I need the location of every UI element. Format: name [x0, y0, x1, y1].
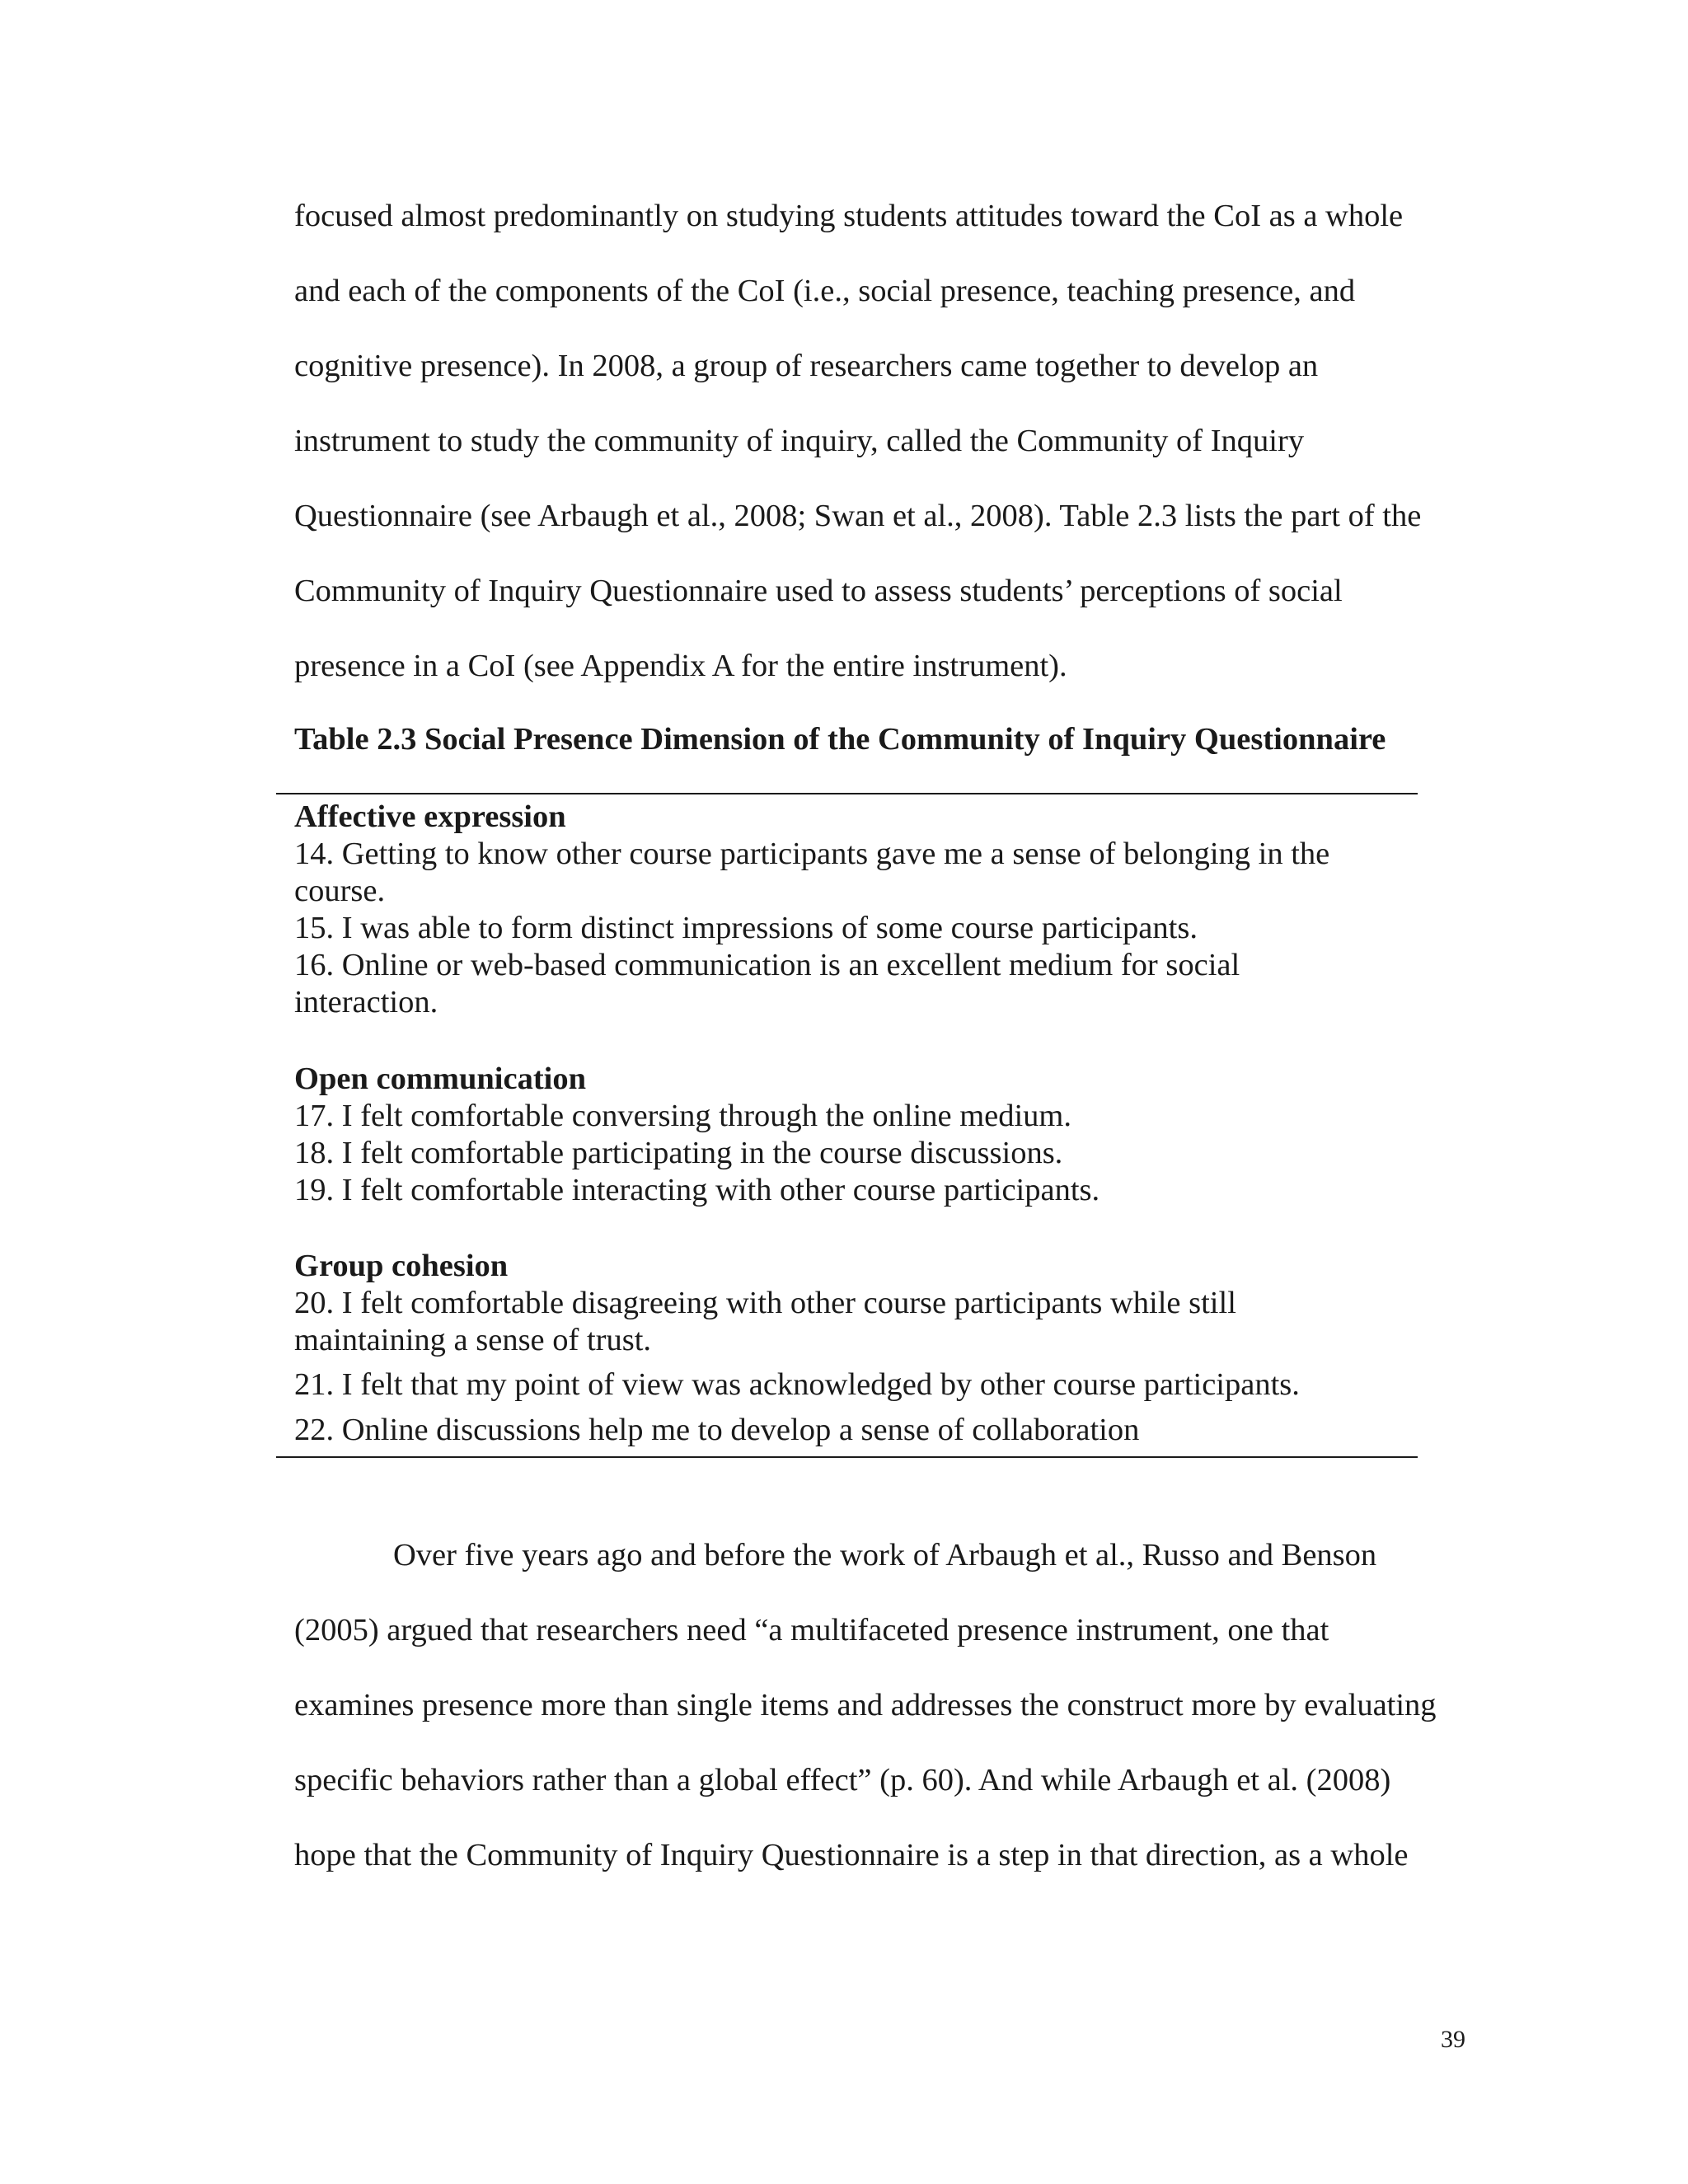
text-line: Community of Inquiry Questionnaire used to assess students’ perceptions of social — [294, 574, 1343, 608]
text-line: focused almost predominantly on studying students attitudes toward the CoI as a whole — [294, 199, 1404, 233]
table-item-line: 19. I felt comfortable interacting with other course participants. — [294, 1173, 1100, 1207]
table-item-line: 14. Getting to know other course participants gave me a sense of belonging in the — [294, 837, 1330, 871]
text-line: examines presence more than single items and addresses the construct more by evaluating — [294, 1688, 1437, 1722]
table-bottom-rule — [276, 1456, 1418, 1458]
section-heading: Group cohesion — [294, 1249, 509, 1283]
table-item-line: interaction. — [294, 985, 438, 1019]
table-item-line: 17. I felt comfortable conversing through the online medium. — [294, 1099, 1072, 1133]
table-item-line: 20. I felt comfortable disagreeing with other course participants while still — [294, 1286, 1236, 1320]
text-line: Questionnaire (see Arbaugh et al., 2008; Swan et al., 2008). Table 2.3 lists the part of the — [294, 499, 1422, 533]
table-item-line: maintaining a sense of trust. — [294, 1323, 652, 1357]
table-item-line: course. — [294, 874, 386, 908]
page-number: 39 — [1441, 2026, 1465, 2053]
text-line: cognitive presence). In 2008, a group of researchers came together to develop an — [294, 349, 1319, 383]
section-heading: Affective expression — [294, 799, 566, 834]
table-item-line: 22. Online discussions help me to develop a sense of collaboration — [294, 1413, 1140, 1447]
text-line: presence in a CoI (see Appendix A for the entire instrument). — [294, 649, 1067, 683]
text-line: hope that the Community of Inquiry Questionnaire is a step in that direction, as a whole — [294, 1838, 1409, 1872]
section-heading: Open communication — [294, 1062, 587, 1096]
text-line: specific behaviors rather than a global effect” (p. 60). And while Arbaugh et al. (2008) — [294, 1763, 1391, 1797]
table-caption: Table 2.3 Social Presence Dimension of the Community of Inquiry Questionnaire — [294, 722, 1386, 757]
text-line: instrument to study the community of inquiry, called the Community of Inquiry — [294, 424, 1305, 458]
table-item-line: 16. Online or web-based communication is an excellent medium for social — [294, 948, 1240, 982]
text-line: and each of the components of the CoI (i.e., social presence, teaching presence, and — [294, 274, 1356, 308]
text-line: (2005) argued that researchers need “a multifaceted presence instrument, one that — [294, 1613, 1329, 1647]
text-line: Over five years ago and before the work of Arbaugh et al., Russo and Benson — [393, 1538, 1377, 1572]
table-item-line: 15. I was able to form distinct impressions of some course participants. — [294, 911, 1198, 945]
table-item-line: 21. I felt that my point of view was acknowledged by other course participants. — [294, 1367, 1300, 1402]
table-item-line: 18. I felt comfortable participating in the course discussions. — [294, 1136, 1063, 1170]
table-top-rule — [276, 793, 1418, 794]
